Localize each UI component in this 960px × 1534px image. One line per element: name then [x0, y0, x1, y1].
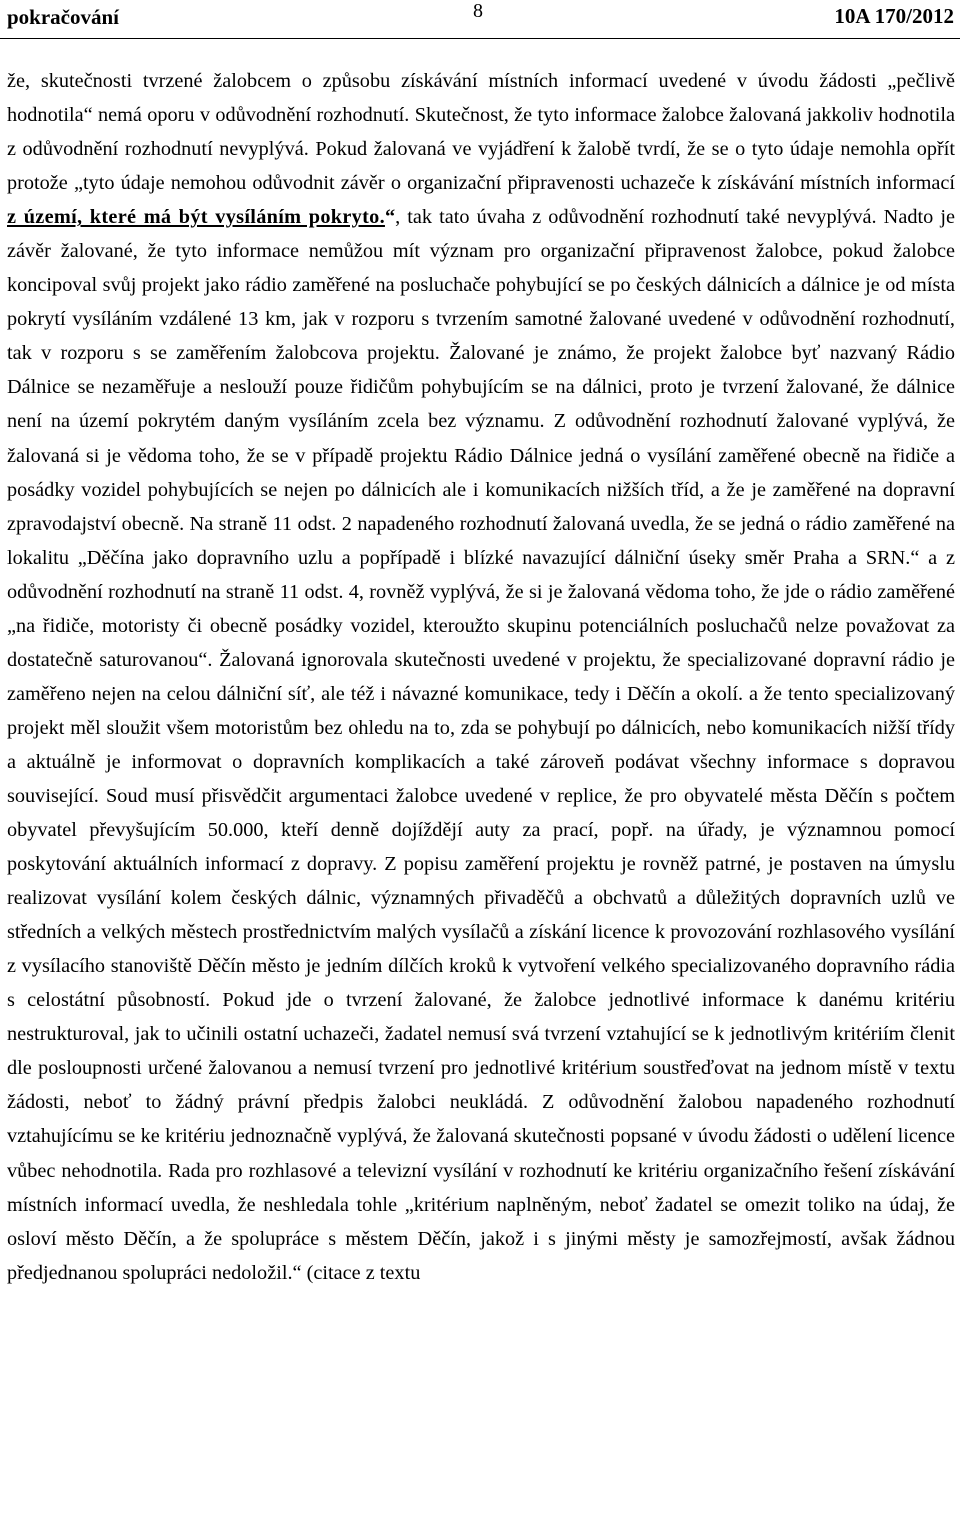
page-number: 8: [473, 0, 483, 22]
document-body: [7, 64, 955, 1290]
body-text-part-1: že, skutečnosti tvrzené žalobcem o způsobu získávání místních informací uvedené v úvodu žádosti „pečlivě hodnotila“ nemá oporu v odůvodnění rozhodnutí. Skutečnost, že tyto informace žalobce žalovaná jakkoliv hodnotila z odůvodnění rozhodnutí nevyplývá. Pokud žalovaná ve vyjádření k žalobě tvrdí, že se o tyto údaje nemohla opřít protože „tyto údaje nemohou odůvodnit závěr o organizační připravenosti uchazeče k získávání místních informací: [7, 70, 955, 195]
body-paragraph: [7, 64, 955, 1290]
quote-close-mark: “: [384, 206, 396, 229]
case-number: 10A 170/2012: [834, 4, 954, 28]
underlined-quote: z území, které má být vysíláním pokryto.: [7, 206, 385, 229]
body-text-part-2: , tak tato úvaha z odůvodnění rozhodnutí také nevyplývá. Nadto je závěr žalované, že tyto informace nemůžou mít význam pro organizační připravenost žalobce, pokud žalobce koncipoval svůj projekt jako rádio zaměřené na posluchače pohybující se po českých dálnicích a dálnice je od místa pokrytí vysíláním vzdálené 13 km, jak v rozporu s tvrzením samotné žalované uvedené v odůvodnění rozhodnutí, tak v rozporu s se zaměřením žalobcova projektu. Žalované je známo, že projekt žalobce byť nazvaný Rádio Dálnice se nezaměřuje a neslouží pouze řidičům pohybujícím se na dálnici, proto je tvrzení žalované, že dálnice není na území pokrytém daným vysíláním zcela bez významu. Z odůvodnění rozhodnutí žalované vyplývá, že žalovaná si je vědoma toho, že se v případě projektu Rádio Dálnice jedná o vysílání zaměřené obecně na řidiče a posádky vozidel pohybujících se nejen po dálnicích ale i komunikacích nižších tříd, a že je zaměřené na dopravní zpravodajství obecně. Na straně 11 odst. 2 napadeného rozhodnutí žalovaná uvedla, že se jedná o rádio zaměřené na lokalitu „Děčína jako dopravního uzlu a popřípadě i blízké navazující dálniční úseky směr Praha a SRN.“ a z odůvodnění rozhodnutí na straně 11 odst. 4, rovněž vyplývá, že si je žalovaná vědoma toho, že jde o rádio zaměřené „na řidiče, motoristy či obecně posádky vozidel, kteroužto skupinu potenciálních posluchačů nelze považovat za dostatečně saturovanou“. Žalovaná ignorovala skutečnosti uvedené v projektu, že specializované dopravní rádio je zaměřeno nejen na celou dálniční síť, ale též i návazné komunikace, tedy i Děčín a okolí. a že tento specializovaný projekt měl sloužit všem motoristům bez ohledu na to, zda se pohybují po dálnicích, nebo komunikacích nižší třídy a aktuálně je informovat o dopravních komplikacích a také zároveň podávat všechny informace s dopravou související. Soud musí přisvědčit argumentaci žalobce uvedené v replice, že pro obyvatelé města Děčín s počtem obyvatel převyšujícím 50.000, kteří denně dojíždějí auty za prací, popř. na úřady, je významnou pomocí poskytování aktuálních informací z dopravy. Z popisu zaměření projektu je rovněž patrné, je postaven na úmyslu realizovat vysílání kolem českých dálnic, významných přivaděčů a obchvatů a důležitých dopravních uzlů ve středních a velkých městech prostřednictvím malých vysílačů a získání licence k provozování rozhlasového vysílání z vysílacího stanoviště Děčín město je jedním dílčích kroků k vytvoření velkého specializovaného dopravního rádia s celostátní působností. Pokud jde o tvrzení žalované, že žalobce jednotlivé informace k danému kritériu nestrukturoval, jak to učinili ostatní uchazeči, žadatel nemusí svá tvrzení vztahující se k jednotlivým kritériím členit dle posloupnosti určené žalovanou a nemusí tvrzení pro jednotlivé kritérium soustřeďovat na jednom místě v textu žádosti, neboť to žádný právní předpis žalobci neukládá. Z odůvodnění žalobou napadeného rozhodnutí vztahujícímu se ke kritériu jednoznačně vyplývá, že žalovaná skutečnosti popsané v úvodu žádosti o udělení licence vůbec nehodnotila. Rada pro rozhlasové a televizní vysílání v rozhodnutí ke kritériu organizačního řešení získávání místních informací uvedla, že neshledala tohle „kritérium naplněným, neboť žadatel se omezit toliko na údaj, že osloví město Děčín, a že spolupráce s městem Děčín, jakož i s jinými městy je samozřejmostí, avšak žádnou předjednanou spolupráci nedoložil.“ (citace z textu: [7, 206, 955, 1284]
continuation-label: pokračování: [7, 5, 120, 29]
page-header: [0, 0, 960, 40]
header-rule: [0, 38, 960, 39]
